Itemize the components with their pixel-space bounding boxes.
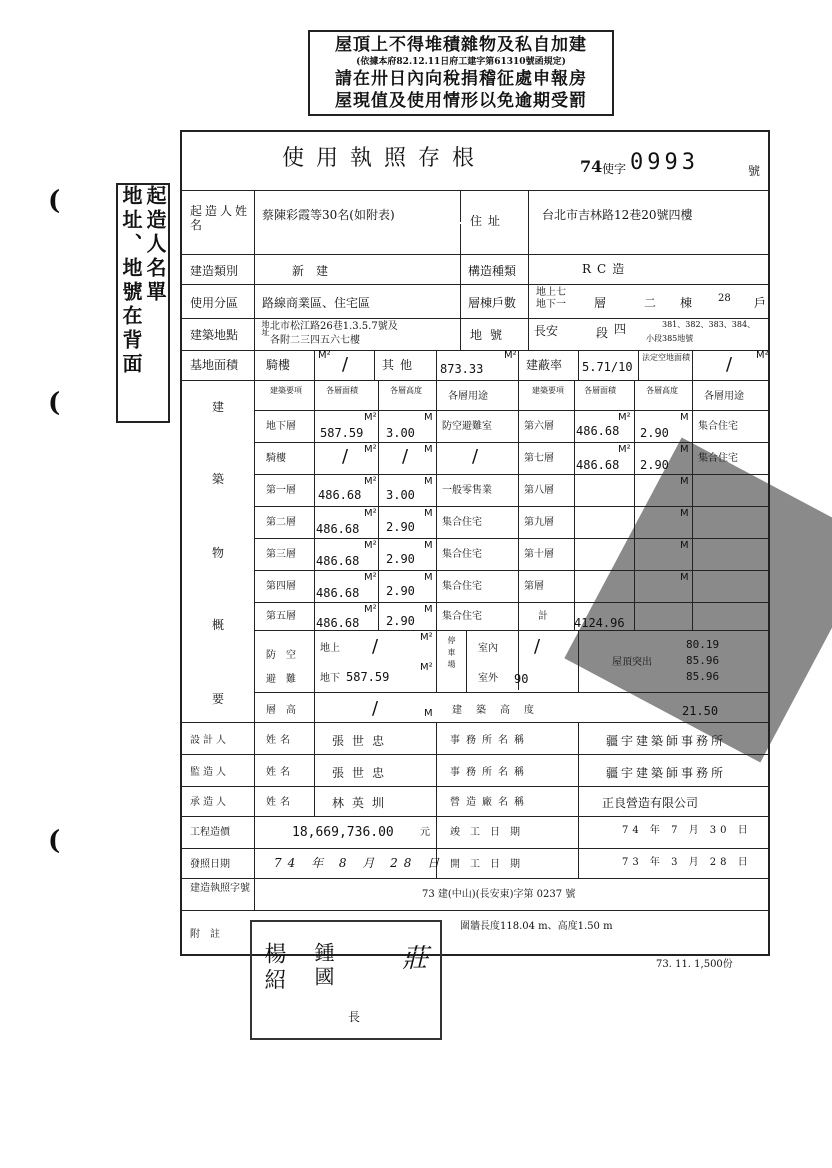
other-unit: M² xyxy=(504,350,517,361)
hdr-item: 建築要項 xyxy=(270,386,302,395)
hdr-height: 各層高度 xyxy=(390,386,422,395)
floor-r-total-name: 計 xyxy=(538,611,554,622)
floor-l-0-use: 防空避難室 xyxy=(442,421,492,432)
floor-r-total-area: 4124.96 xyxy=(574,616,625,630)
unit-m: M xyxy=(424,508,433,519)
notice-box xyxy=(308,30,614,116)
unit-m2: M² xyxy=(618,444,631,455)
contractor-label: 承造人 xyxy=(190,797,229,808)
hdr-use-r: 各層用途 xyxy=(704,391,744,402)
floor-r-0-area: 486.68 xyxy=(576,424,620,438)
owner-label: 起造人姓名 xyxy=(190,204,251,232)
floors-dong: 棟 xyxy=(680,296,693,310)
stamp-char-2: 鍾國 xyxy=(311,942,335,990)
structure-label: 構造種類 xyxy=(468,264,517,278)
households-unit: 戶 xyxy=(754,296,767,310)
shelter-above: 地上 xyxy=(320,643,340,654)
floor-l-4-use: 集合住宅 xyxy=(442,549,482,560)
summary-label-3: 物 xyxy=(212,546,225,560)
floor-r-3-name: 第九層 xyxy=(524,517,554,528)
qilou-unit: M² xyxy=(318,350,331,361)
stamp-char-3: 長 xyxy=(348,1010,361,1024)
unit-m: M xyxy=(424,540,433,551)
unit-m: M xyxy=(680,540,689,551)
cost-value: 18,669,736.00 xyxy=(292,825,394,840)
households: 28 xyxy=(718,293,731,304)
floor-r-1-area: 486.68 xyxy=(576,458,620,472)
supervisor-firm: 疆宇建築師事務所 xyxy=(606,766,727,780)
floor-r-0-use: 集合住宅 xyxy=(698,421,738,432)
site-label: 建築地點 xyxy=(190,328,239,342)
floor-l-0-area: 587.59 xyxy=(320,426,364,440)
issue-date: 74 年 8 月 28 日 xyxy=(274,856,446,870)
coverage-label: 建蔽率 xyxy=(526,358,563,372)
floor-l-0-height: 3.00 xyxy=(386,426,415,440)
floor-l-6-area: 486.68 xyxy=(316,616,360,630)
notice-line-3: 請在卅日內向稅捐稽征處申報房 xyxy=(335,69,587,89)
floors-layer: 層 xyxy=(594,296,607,310)
open-space-unit: M² xyxy=(756,350,769,361)
start-date: 73 年 3 月 28 日 xyxy=(622,857,752,868)
notice-line-4: 屋現值及使用情形以免逾期受罰 xyxy=(335,91,587,111)
margin-mark: ( xyxy=(48,388,61,418)
structure-value: RC造 xyxy=(582,262,631,276)
unit-m2: M² xyxy=(420,662,433,673)
designer-firm-label: 事務所名稱 xyxy=(450,735,530,746)
lot-sub: 四 xyxy=(614,322,627,336)
stamp-char-1: 楊紹 xyxy=(261,942,286,994)
margin-mark: ( xyxy=(48,826,61,856)
side-note-col-1: 起造人名單 xyxy=(143,185,167,305)
lot-numbers: 381、382、383、384、385地號 xyxy=(662,320,756,343)
building-height-value: 21.50 xyxy=(682,704,719,718)
address-value: 台北市吉林路12巷20號四樓 xyxy=(542,208,693,222)
hdr-height-r: 各層高度 xyxy=(646,386,678,395)
shelter-label: 防空避難 xyxy=(266,650,306,685)
coverage-value: 5.71/10 xyxy=(582,360,633,374)
lot-label: 地號 xyxy=(470,328,511,342)
building-height-label: 建築高度 xyxy=(452,705,548,716)
hdr-use: 各層用途 xyxy=(448,391,488,402)
type-value: 新建 xyxy=(292,264,341,278)
start-label: 開工日期 xyxy=(450,859,530,870)
unit-m: M xyxy=(424,476,433,487)
lot-small: 小段 xyxy=(646,334,662,343)
note-label: 附註 xyxy=(190,929,230,940)
floor-l-6-use: 集合住宅 xyxy=(442,611,482,622)
floor-r-2-name: 第八層 xyxy=(524,485,554,496)
complete-date: 74 年 7 月 30 日 xyxy=(622,825,752,836)
floor-r-4-name: 第十層 xyxy=(524,549,554,560)
base-area-label: 基地面積 xyxy=(190,358,239,372)
parking-indoor: 室內 xyxy=(478,643,498,654)
type-label: 建造類別 xyxy=(190,264,239,278)
site-line-1: 北市松江路26巷1.3.5.7號及 xyxy=(270,321,398,332)
side-note-col-2: 地址、地號在背面 xyxy=(119,185,143,377)
floor-l-3-area: 486.68 xyxy=(316,522,360,536)
hdr-item-r: 建築要項 xyxy=(532,386,564,395)
print-run-note: 73. 11. 1,500份 xyxy=(656,959,733,970)
unit-m: M xyxy=(424,412,433,423)
roof-value-1: 80.19 xyxy=(686,638,720,651)
floor-l-5-height: 2.90 xyxy=(386,584,415,598)
note-text: 圍牆長度118.04 m、高度1.50 m xyxy=(460,921,613,932)
designer-label: 設計人 xyxy=(190,735,229,746)
lot-district: 長安 xyxy=(534,324,559,338)
shelter-above-value: / xyxy=(372,636,379,657)
permit-word: 使字 xyxy=(602,162,627,176)
floor-l-1-height: / xyxy=(402,446,409,467)
unit-m: M xyxy=(680,508,689,519)
unit-m2: M² xyxy=(420,632,433,643)
hdr-area-r: 各層面積 xyxy=(584,386,616,395)
floor-l-2-area: 486.68 xyxy=(318,488,362,502)
floor-l-6-name: 第五層 xyxy=(266,611,296,622)
company-label: 營造廠名稱 xyxy=(450,797,530,808)
complete-label: 竣工日期 xyxy=(450,827,530,838)
permit-ref-text: 73 建(中山)(長安東)字第 0237 號 xyxy=(422,889,576,900)
contractor-name-label: 姓名 xyxy=(266,797,294,808)
floors-count: 二 xyxy=(644,296,657,310)
permit-year: 74 xyxy=(580,157,603,176)
parking-outdoor-value: 90 xyxy=(514,672,529,686)
owner-value: 蔡陳彩霞等30名(如附表) xyxy=(262,208,395,222)
unit-m: M xyxy=(680,444,689,455)
roof-value-3: 85.96 xyxy=(686,670,720,683)
site-line-2: 各附二三四五六七樓 xyxy=(270,335,360,346)
supervisor-firm-label: 事務所名稱 xyxy=(450,767,530,778)
floor-l-3-use: 集合住宅 xyxy=(442,517,482,528)
hdr-area: 各層面積 xyxy=(326,386,358,395)
floor-l-4-area: 486.68 xyxy=(316,554,360,568)
lot-section: 段 xyxy=(596,326,609,340)
floor-l-2-height: 3.00 xyxy=(386,488,415,502)
unit-m2: M² xyxy=(364,572,377,583)
floor-l-1-name: 騎樓 xyxy=(266,453,286,464)
floors-up: 地上七 xyxy=(536,287,566,298)
supervisor-label: 監造人 xyxy=(190,767,229,778)
floor-l-5-area: 486.68 xyxy=(316,586,360,600)
unit-m2: M² xyxy=(364,540,377,551)
side-note-box xyxy=(116,183,170,423)
address-label: 住址 xyxy=(470,214,507,228)
notice-line-2: (依據本府82.12.11日府工建字第61310號函規定) xyxy=(356,57,566,67)
parking-outdoor: 室外 xyxy=(478,673,498,684)
floor-r-1-height: 2.90 xyxy=(640,458,669,472)
floor-r-0-name: 第六層 xyxy=(524,421,554,432)
unit-m2: M² xyxy=(364,412,377,423)
unit-m2: M² xyxy=(364,604,377,615)
other-label: 其他 xyxy=(382,358,419,372)
unit-m: M xyxy=(424,604,433,615)
unit-m2: M² xyxy=(618,412,631,423)
floor-l-3-height: 2.90 xyxy=(386,520,415,534)
designer-firm: 疆宇建築師事務所 xyxy=(606,734,727,748)
summary-label-4: 概 xyxy=(212,618,225,632)
unit-m2: M² xyxy=(364,508,377,519)
floor-l-1-area: / xyxy=(342,446,349,467)
permit-ref-label: 建造執照字號 xyxy=(190,883,250,894)
roof-label: 屋頂突出 xyxy=(612,657,652,668)
unit-m: M xyxy=(680,572,689,583)
floor-r-1-name: 第七層 xyxy=(524,453,554,464)
usage-permit-form xyxy=(180,130,770,956)
shelter-below: 地下 xyxy=(320,673,340,684)
floor-l-4-height: 2.90 xyxy=(386,552,415,566)
layer-height-label: 層高 xyxy=(266,705,306,716)
company-name: 正良營造有限公司 xyxy=(602,796,699,810)
floor-r-0-height: 2.90 xyxy=(640,426,669,440)
floor-l-2-name: 第一層 xyxy=(266,485,296,496)
open-space-label: 法定空地面積 xyxy=(642,353,690,362)
floor-r-5-name: 第層 xyxy=(524,581,544,592)
stamp-char-4: 莊 xyxy=(402,944,429,974)
supervisor-name-label: 姓名 xyxy=(266,767,294,778)
margin-mark: ( xyxy=(48,186,61,216)
parking-label: 停車場 xyxy=(447,636,456,672)
floor-l-2-use: 一般零售業 xyxy=(442,485,492,496)
floor-l-3-name: 第二層 xyxy=(266,517,296,528)
floor-l-5-name: 第四層 xyxy=(266,581,296,592)
contractor-name: 林英圳 xyxy=(332,796,393,810)
parking-indoor-value: / xyxy=(534,636,541,657)
floors-label: 層棟戶數 xyxy=(468,296,517,310)
notice-line-1: 屋頂上不得堆積雜物及私自加建 xyxy=(335,35,587,55)
floor-l-5-use: 集合住宅 xyxy=(442,581,482,592)
permit-number: 0993 xyxy=(630,150,699,175)
zone-value: 路線商業區、住宅區 xyxy=(262,296,371,310)
layer-height-unit: M xyxy=(424,708,433,719)
summary-label-2: 築 xyxy=(212,472,225,486)
floor-r-1-use: 集合住宅 xyxy=(698,453,738,464)
supervisor-name: 張世忠 xyxy=(332,766,393,780)
qilou-value: / xyxy=(342,354,349,375)
issue-label: 發照日期 xyxy=(190,859,230,870)
floor-l-0-name: 地下層 xyxy=(266,421,296,432)
shelter-below-value: 587.59 xyxy=(346,670,390,684)
other-value: 873.33 xyxy=(440,362,484,376)
unit-m2: M² xyxy=(364,476,377,487)
cost-unit: 元 xyxy=(420,827,430,838)
approval-stamp xyxy=(250,920,442,1040)
summary-label-1: 建 xyxy=(212,400,225,414)
site-prefix: 地址 xyxy=(261,320,270,336)
unit-m: M xyxy=(680,476,689,487)
floor-l-4-name: 第三層 xyxy=(266,549,296,560)
designer-name-label: 姓名 xyxy=(266,735,294,746)
floor-l-1-use: / xyxy=(472,446,479,467)
roof-value-2: 85.96 xyxy=(686,654,720,667)
unit-m2: M² xyxy=(364,444,377,455)
layer-height-value: / xyxy=(372,698,379,719)
floors-down: 地下一 xyxy=(536,299,566,310)
qilou-label: 騎樓 xyxy=(266,358,291,372)
zone-label: 使用分區 xyxy=(190,296,239,310)
unit-m: M xyxy=(424,572,433,583)
unit-m: M xyxy=(424,444,433,455)
floor-l-6-height: 2.90 xyxy=(386,614,415,628)
form-title: 使用執照存根 xyxy=(282,146,487,171)
unit-m: M xyxy=(680,412,689,423)
designer-name: 張世忠 xyxy=(332,734,393,748)
cost-label: 工程造價 xyxy=(190,827,230,838)
summary-label-5: 要 xyxy=(212,692,225,706)
permit-suffix: 號 xyxy=(748,164,761,178)
open-space-value: / xyxy=(726,354,733,375)
